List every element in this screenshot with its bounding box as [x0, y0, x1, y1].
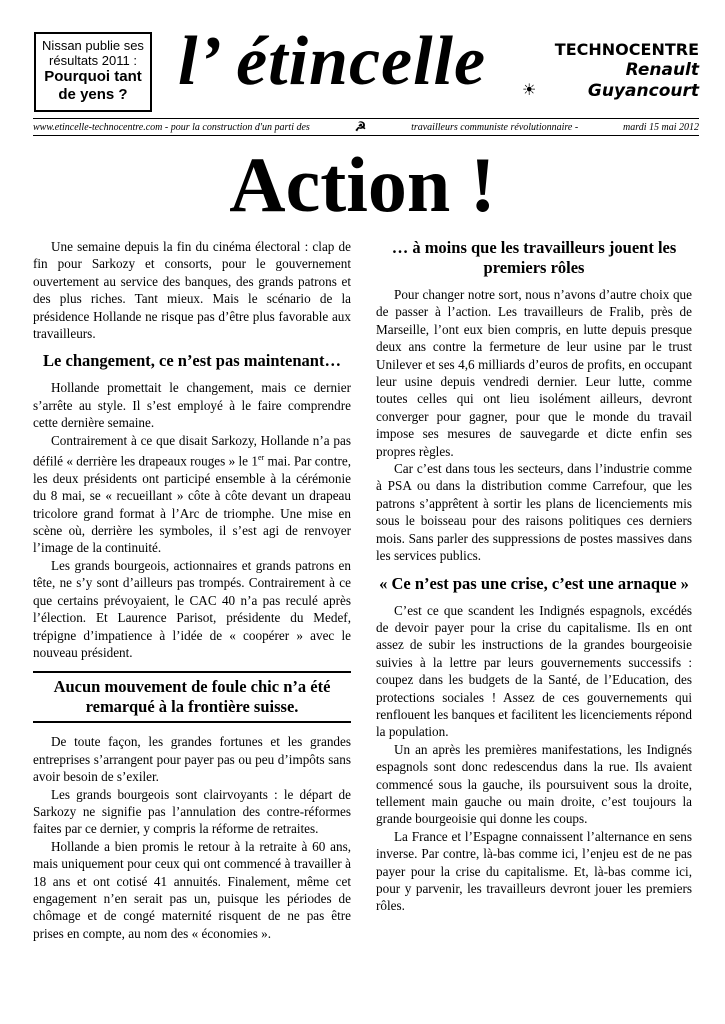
headline: Action ! [229, 141, 496, 228]
section-heading: Aucun mouvement de foule chic n’a été remarqué à la frontière suisse. [33, 671, 351, 723]
paragraph [33, 432, 351, 557]
paragraph: Car c’est dans tous les secteurs, dans l’industrie comme à PSA ou dans la distribution comme Carrefour, que les patrons s’apprêtent à sortir les plans de licenciements mis sous le boisseau pour des raisons politiques ces derniers mois. Sans parler des suppressions de postes massives dans les services publics. [376, 461, 692, 564]
callout-question: Pourquoi tant [44, 68, 142, 85]
section-heading: … à moins que les travailleurs jouent les premiers rôles [391, 238, 677, 277]
paragraph: C’est ce que scandent les Indignés espagnols, excédés de devoir payer pour la crise du capitalisme. Ils en ont assez de subir les instructions de la grandes bourgeoisie suivies à la lettre par leurs gouvernements successifs : coupez dans les budgets de la Santé, de l’Education, des protections sociales ! Assez de ces gouvernements qui renflouent les banques et facilitent les licenciements répond la population. [376, 602, 692, 740]
masthead-title: l’ étincelle [178, 23, 487, 100]
superscript: er [257, 453, 265, 463]
site-name: TECHNOCENTRE [554, 40, 699, 59]
paragraph: Un an après les premières manifestations, les Indignés espagnols sont donc redescendus dans la rue. Ils avaient commencé sous la gauche, ils poursuivent sous la droite, tellement main gauche ou main droite, c’est toujours la grande bourgeoisie qui donne les coups. [376, 741, 692, 827]
hammer-sickle-icon: ☭ [354, 119, 367, 134]
paragraph: La France et l’Espagne connaissent l’alternance en sens inverse. Par contre, là-bas comme ici, l’enjeu est de ne pas payer pour la crise du capitalisme. Et, là-bas comme ici, pour y parvenir, les travailleurs devront jouer les premiers rôles. [376, 828, 692, 914]
paragraph: De toute façon, les grandes fortunes et les grandes entreprises s’arrangent pour payer pas ou peu d’impôts sans avoir besoin de s’exiler. [33, 734, 351, 785]
text-span: mai. Par contre, les deux présidents ont participé ensemble à la cérémonie du 8 mai, se « recueillant » côte à côte devant un drapeau tricolore grand format à l’Arc de triomphe. Une mise en scène où, derrière les symboles, il s’est agi de renvoyer l’image de la continuité. [33, 453, 351, 556]
section-heading: Le changement, ce n’est pas maintenant… [43, 351, 341, 371]
spark-icon: ☀ [522, 82, 537, 99]
paragraph: Une semaine depuis la fin du cinéma électoral : clap de fin pour Sarkozy et consorts, pour le gouvernement ouvertement au service des banques, des grands patrons et des plus riches. Tant mieux. Mais le scénario de la présidence Hollande ne risque pas d’être plus favorable aux travailleurs. [33, 239, 351, 342]
callout-line: résultats 2011 : [49, 53, 137, 68]
info-strip [33, 118, 699, 136]
left-column [33, 238, 351, 942]
strip-date: mardi 15 mai 2012 [622, 121, 699, 133]
text-span: Contrairement à ce que disait Sarkozy, Hollande n’a pas défilé « derrière les drapeaux rouges » le 1 [33, 432, 351, 469]
paragraph: Les grands bourgeois sont clairvoyants : le départ de Sarkozy ne signifie pas l’annulation des contre-réformes faites par ce dernier, y compris la réforme de retraites. [33, 786, 351, 837]
callout-question: de yens ? [58, 86, 128, 103]
strip-website: www.etincelle-technocentre.com - pour la construction d'un parti des [33, 121, 310, 133]
paragraph: Hollande promettait le changement, mais ce dernier s’arrête au style. Il s’est employé à le faire comprendre cette dernière semaine. [33, 380, 351, 431]
site-company: Renault [625, 60, 699, 80]
site-location: Guyancourt [587, 81, 699, 101]
callout-box [34, 32, 152, 112]
paragraph: Les grands bourgeois, actionnaires et grands patrons en tête, ne s’y sont d’ailleurs pas trompés. Contrairement à ce que certains prévoyaient, le CAC 40 n’a pas reculé après l’élection. Et Laurence Parisot, présidente du Medef, trépigne d’impatience à l’idée de « coopérer » avec le nouveau président. [33, 557, 351, 660]
right-column [376, 238, 692, 915]
strip-tagline: travailleurs communiste révolutionnaire - [411, 121, 579, 133]
callout-line: Nissan publie ses [42, 38, 144, 53]
paragraph: Pour changer notre sort, nous n’avons d’autre choix que de passer à l’action. Les travailleurs de Fralib, près de Marseille, l’ont eux bien compris, en lutte depuis presque deux ans contre la fermeture de leur usine par le trust Unilever et ses 4,6 milliards d’euros de profits, en occupant leur usine depuis vendredi dernier. Leur lutte, comme toutes celles qui ont lieu isolément ailleurs, devront converger pour gagner, pour que le monde du travail impose ses mesures de sauvegarde et dicte enfin ses propres règles. [376, 287, 692, 459]
site-block [555, 40, 699, 102]
paragraph: Hollande a bien promis le retour à la retraite à 60 ans, mais uniquement pour ceux qui ont commencé à travailler à 18 ans et ont cotisé 41 annuités. Finalement, même cet engagement n’en serait pas un, puisque les périodes de chômage et de congé maternité risquent de ne pas être prises en compte, au nom des « économies ». [33, 838, 351, 941]
section-heading: « Ce n’est pas une crise, c’est une arnaque » [379, 573, 689, 593]
